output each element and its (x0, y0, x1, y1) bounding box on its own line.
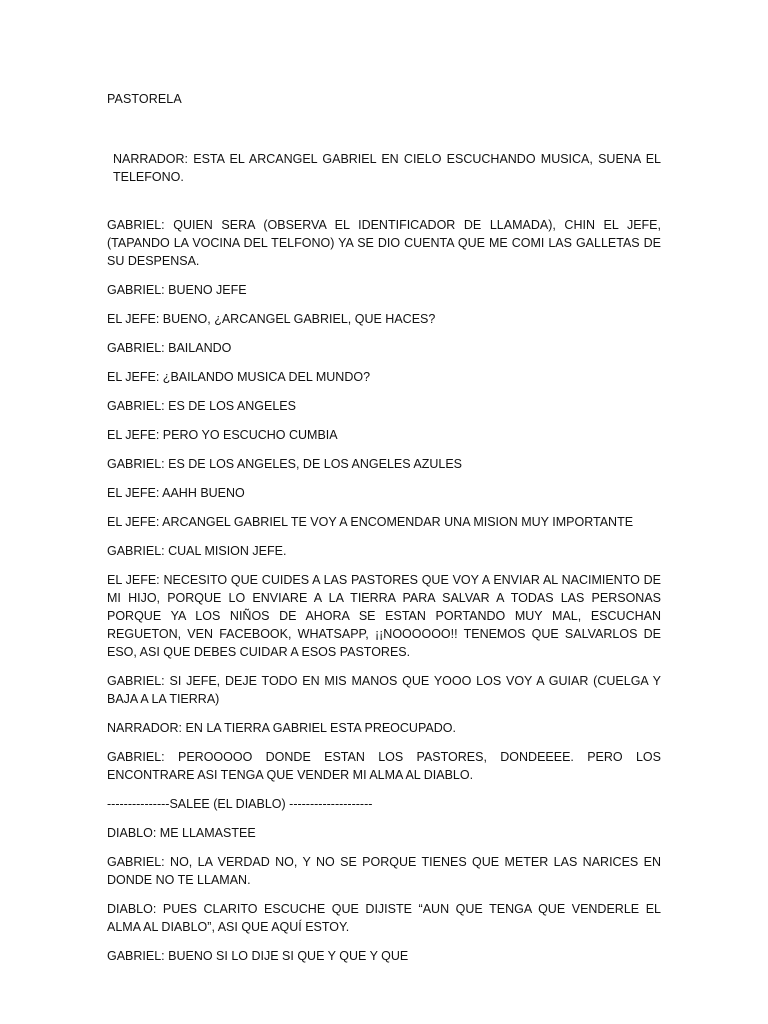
paragraph-gabriel-7: GABRIEL: SI JEFE, DEJE TODO EN MIS MANOS QUE YOOO LOS VOY A GUIAR (CUELGA Y BAJA A LA TIERRA) (107, 674, 661, 706)
paragraph-jefe-1: EL JEFE: BUENO, ¿ARCANGEL GABRIEL, QUE HACES? (107, 312, 436, 326)
paragraph-jefe-5: EL JEFE: ARCANGEL GABRIEL TE VOY A ENCOMENDAR UNA MISION MUY IMPORTANTE (107, 515, 634, 529)
paragraph-gabriel-4: GABRIEL: ES DE LOS ANGELES (107, 399, 296, 413)
paragraph-gabriel-3: GABRIEL: BAILANDO (107, 341, 232, 355)
document-title: PASTORELA (107, 92, 182, 106)
paragraph-jefe-4: EL JEFE: AAHH BUENO (107, 486, 245, 500)
stage-direction: ---------------SALEE (EL DIABLO) -------------------- (107, 797, 373, 811)
paragraph-gabriel-5: GABRIEL: ES DE LOS ANGELES, DE LOS ANGELES AZULES (107, 457, 463, 471)
paragraph-gabriel-1: GABRIEL: QUIEN SERA (OBSERVA EL IDENTIFICADOR DE LLAMADA), CHIN EL JEFE, (TAPANDO LA VOCINA DEL TELFONO) YA SE DIO CUENTA QUE ME COMI LAS GALLETAS DE SU DESPENSA. (107, 218, 661, 268)
paragraph-gabriel-2: GABRIEL: BUENO JEFE (107, 283, 247, 297)
paragraph-diablo-1: DIABLO: ME LLAMASTEE (107, 826, 256, 840)
paragraph-gabriel-6: GABRIEL: CUAL MISION JEFE. (107, 544, 287, 558)
paragraph-jefe-6: EL JEFE: NECESITO QUE CUIDES A LAS PASTORES QUE VOY A ENVIAR AL NACIMIENTO DE MI HIJO, PORQUE LO ENVIARE A LA TIERRA PARA SALVAR A TODAS LAS PERSONAS PORQUE YA LOS NIÑOS DE AHORA SE ESTAN PORTANDO MUY MAL, ESCUCHAN REGUETON, VEN FACEBOOK, WHATSAPP, ¡¡NOOOOOO!! TENEMOS QUE SALVARLOS DE ESO, ASI QUE DEBES CUIDAR A ESOS PASTORES. (107, 573, 661, 659)
paragraph-gabriel-8: GABRIEL: PEROOOOO DONDE ESTAN LOS PASTORES, DONDEEEE. PERO LOS ENCONTRARE ASI TENGA QUE VENDER MI ALMA AL DIABLO. (107, 750, 661, 782)
paragraph-diablo-2: DIABLO: PUES CLARITO ESCUCHE QUE DIJISTE “AUN QUE TENGA QUE VENDERLE EL ALMA AL DIABLO”, ASI QUE AQUÍ ESTOY. (107, 902, 661, 934)
paragraph-jefe-2: EL JEFE: ¿BAILANDO MUSICA DEL MUNDO? (107, 370, 371, 384)
paragraph-gabriel-9: GABRIEL: NO, LA VERDAD NO, Y NO SE PORQUE TIENES QUE METER LAS NARICES EN DONDE NO TE LLAMAN. (107, 855, 661, 887)
paragraph-gabriel-10: GABRIEL: BUENO SI LO DIJE SI QUE Y QUE Y QUE (107, 949, 409, 963)
document-body (107, 150, 661, 976)
paragraph-narrator-2: NARRADOR: EN LA TIERRA GABRIEL ESTA PREOCUPADO. (107, 721, 456, 735)
paragraph-narrator-intro: NARRADOR: ESTA EL ARCANGEL GABRIEL EN CIELO ESCUCHANDO MUSICA, SUENA EL TELEFONO. (113, 152, 661, 184)
paragraph-jefe-3: EL JEFE: PERO YO ESCUCHO CUMBIA (107, 428, 338, 442)
